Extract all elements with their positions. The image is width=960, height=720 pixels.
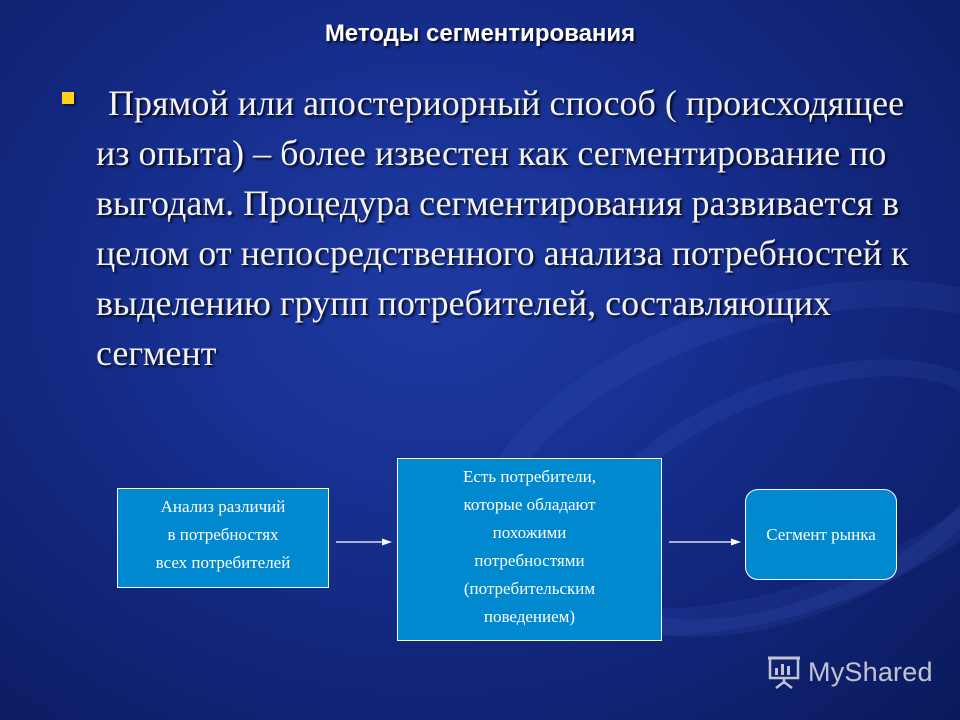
- diagram-box-label: Сегмент рынка: [766, 525, 876, 544]
- arrow-right-icon: [334, 536, 394, 548]
- watermark-text: MyShared: [808, 656, 933, 687]
- bullet-square-icon: [62, 92, 74, 104]
- watermark-logo: [766, 654, 933, 690]
- slide-title: Методы сегментирования: [324, 20, 636, 47]
- diagram-box-label: Есть потребители, которые обладают похожими потребностями (потребительским поведением): [463, 467, 596, 626]
- diagram-box-consumers: [397, 458, 662, 641]
- diagram-box-analysis: [117, 488, 329, 588]
- presentation-board-icon: [766, 654, 802, 690]
- bullet-item: [60, 78, 920, 378]
- bullet-text: Прямой или апостериорный способ ( происходящее из опыта) – более известен как сегментирование по выгодам. Процедура сегментирования развивается в целом от непосредственного анализа потребностей к выделению групп потребителей, составляющих сегмент: [96, 83, 909, 373]
- diagram-box-segment: [745, 489, 897, 580]
- arrow-right-icon: [667, 536, 743, 548]
- diagram-box-label: Анализ различий в потребностях всех потребителей: [155, 497, 291, 572]
